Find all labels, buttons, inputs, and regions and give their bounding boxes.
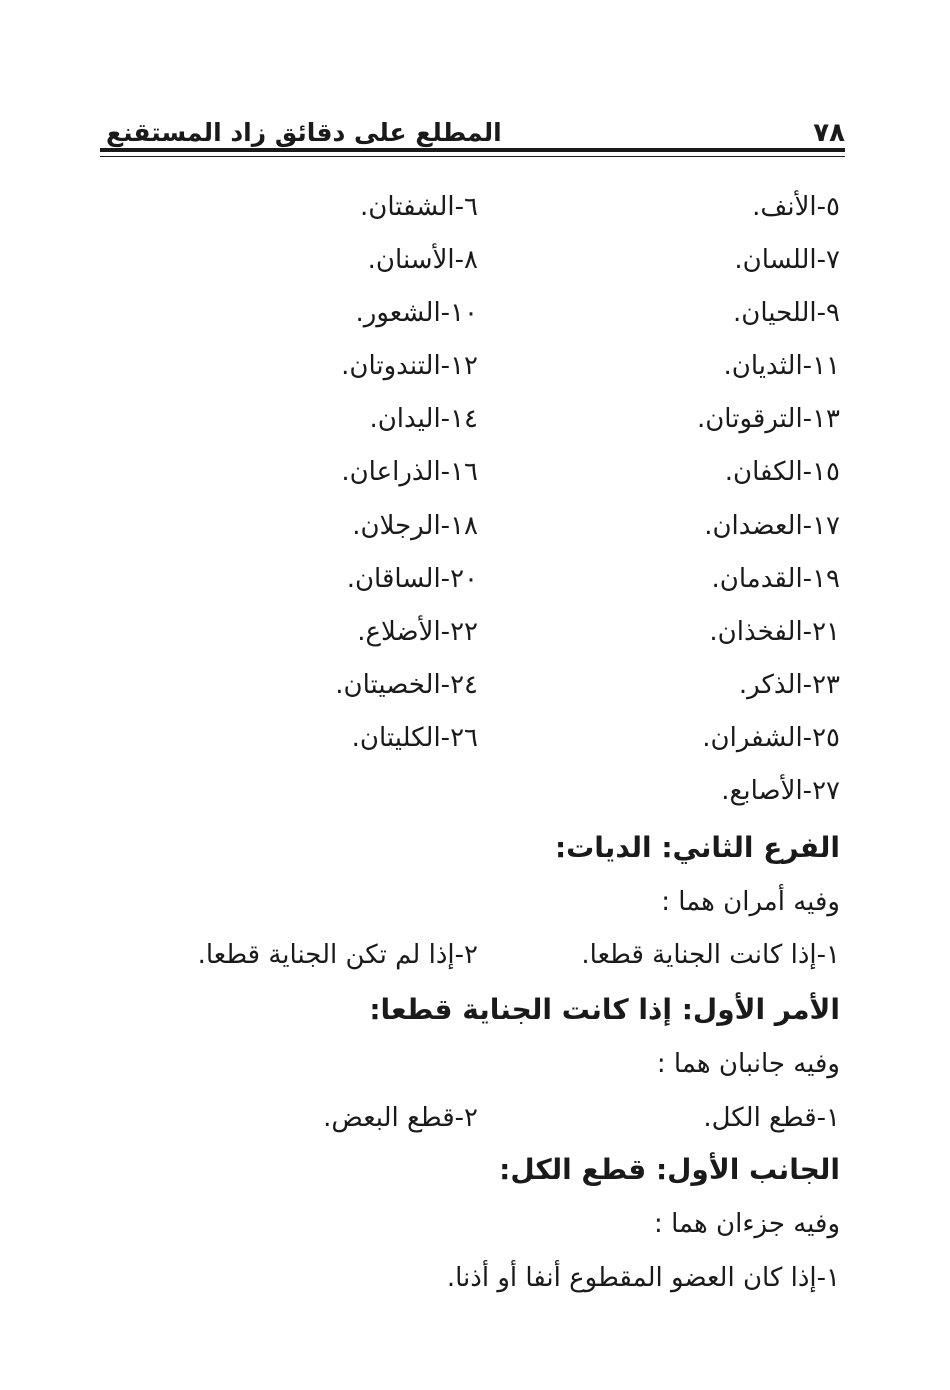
list-item: ٢-قطع البعض. <box>323 1103 478 1133</box>
list-item: ٢١-الفخذان. <box>709 617 840 647</box>
list-item: ٧-اللسان. <box>734 245 840 275</box>
list-item: ٢٢-الأضلاع. <box>357 617 478 647</box>
section-heading: الفرع الثاني: الديات: <box>554 831 840 864</box>
page-number: ٧٨ <box>813 118 845 148</box>
list-item: ١٤-اليدان. <box>369 404 478 434</box>
list-item: ٨-الأسنان. <box>367 245 478 275</box>
list-item: ١٧-العضدان. <box>704 511 840 541</box>
list-item: ٢٦-الكليتان. <box>351 723 478 753</box>
list-item: ١-قطع الكل. <box>703 1103 840 1133</box>
list-item: ١٢-التندوتان. <box>341 351 478 381</box>
list-item: ٦-الشفتان. <box>360 192 478 222</box>
list-item: ١٨-الرجلان. <box>352 511 478 541</box>
list-item: ٢-إذا لم تكن الجناية قطعا. <box>197 940 478 970</box>
running-title: المطلع على دقائق زاد المستقنع <box>106 118 502 147</box>
list-item: ١-إذا كانت الجناية قطعا. <box>581 940 840 970</box>
header-rule-thin <box>100 156 845 157</box>
paragraph: وفيه أمران هما : <box>661 887 840 917</box>
paragraph: وفيه جزءان هما : <box>654 1209 840 1239</box>
list-item: ١٠-الشعور. <box>355 298 478 328</box>
list-item: ٢٧-الأصابع. <box>721 776 840 806</box>
list-item: ٢٣-الذكر. <box>738 670 840 700</box>
section-heading: الأمر الأول: إذا كانت الجناية قطعا: <box>369 993 840 1026</box>
list-item: ١٥-الكفان. <box>724 457 840 487</box>
paragraph: وفيه جانبان هما : <box>656 1049 840 1079</box>
list-item: ١٣-الترقوتان. <box>696 404 840 434</box>
list-item: ٢٤-الخصيتان. <box>335 670 478 700</box>
list-item: ١١-الثديان. <box>723 351 840 381</box>
page-header <box>100 112 845 152</box>
list-item: ١-إذا كان العضو المقطوع أنفا أو أذنا. <box>446 1263 840 1293</box>
list-item: ٢٠-الساقان. <box>346 564 478 594</box>
list-item: ١٦-الذراعان. <box>341 457 478 487</box>
list-item: ٩-اللحيان. <box>732 298 840 328</box>
list-item: ١٩-القدمان. <box>711 564 840 594</box>
section-heading: الجانب الأول: قطع الكل: <box>499 1153 840 1186</box>
list-item: ٥-الأنف. <box>752 192 840 222</box>
list-item: ٢٥-الشفران. <box>702 723 840 753</box>
header-rule-thick <box>100 148 845 152</box>
